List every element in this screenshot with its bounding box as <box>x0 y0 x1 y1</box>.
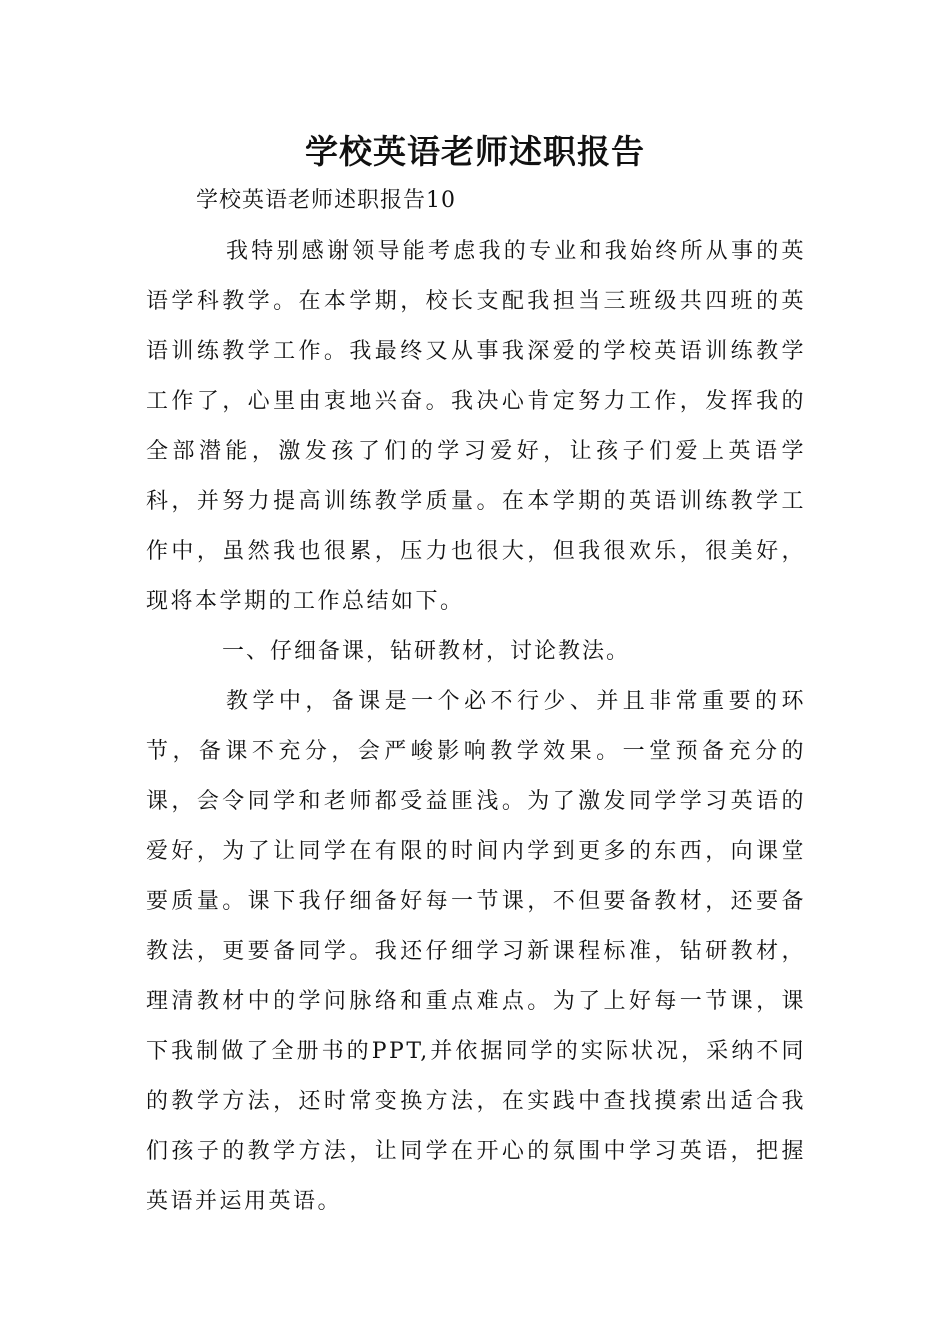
paragraph-intro: 我特别感谢领导能考虑我的专业和我始终所从事的英语学科教学。在本学期，校长支配我担当三班级共四班的英语训练教学工作。我最终又从事我深爱的学校英语训练教学工作了，心里由衷地兴奋。我决心肯定努力工作，发挥我的全部潜能，激发孩了们的学习爱好，让孩子们爱上英语学科，并努力提高训练教学质量。在本学期的英语训练教学工作中，虽然我也很累，压力也很大，但我很欢乐，很美好，现将本学期的工作总结如下。 <box>146 239 806 614</box>
paragraph-lesson-prep: 教学中，备课是一个必不行少、并且非常重要的环节，备课不充分，会严峻影响教学效果。一堂预备充分的课，会令同学和老师都受益匪浅。为了激发同学学习英语的爱好，为了让同学在有限的时间内学到更多的东西，向课堂要质量。课下我仔细备好每一节课，不但要备教材，还要备教法，更要备同学。我还仔细学习新课程标准，钻研教材，理清教材中的学问脉络和重点难点。为了上好每一节课，课下我制做了全册书的PPT,并依据同学的实际状况，采纳不同的教学方法，还时常变换方法，在实践中查找摸索出适合我们孩子的教学方法，让同学在开心的氛围中学习英语，把握英语并运用英语。 <box>146 689 806 1214</box>
section-heading: 一、仔细备课，钻研教材，讨论教法。 <box>222 639 631 664</box>
document-title: 学校英语老师述职报告 <box>305 132 645 171</box>
document-subtitle: 学校英语老师述职报告10 <box>196 188 456 213</box>
